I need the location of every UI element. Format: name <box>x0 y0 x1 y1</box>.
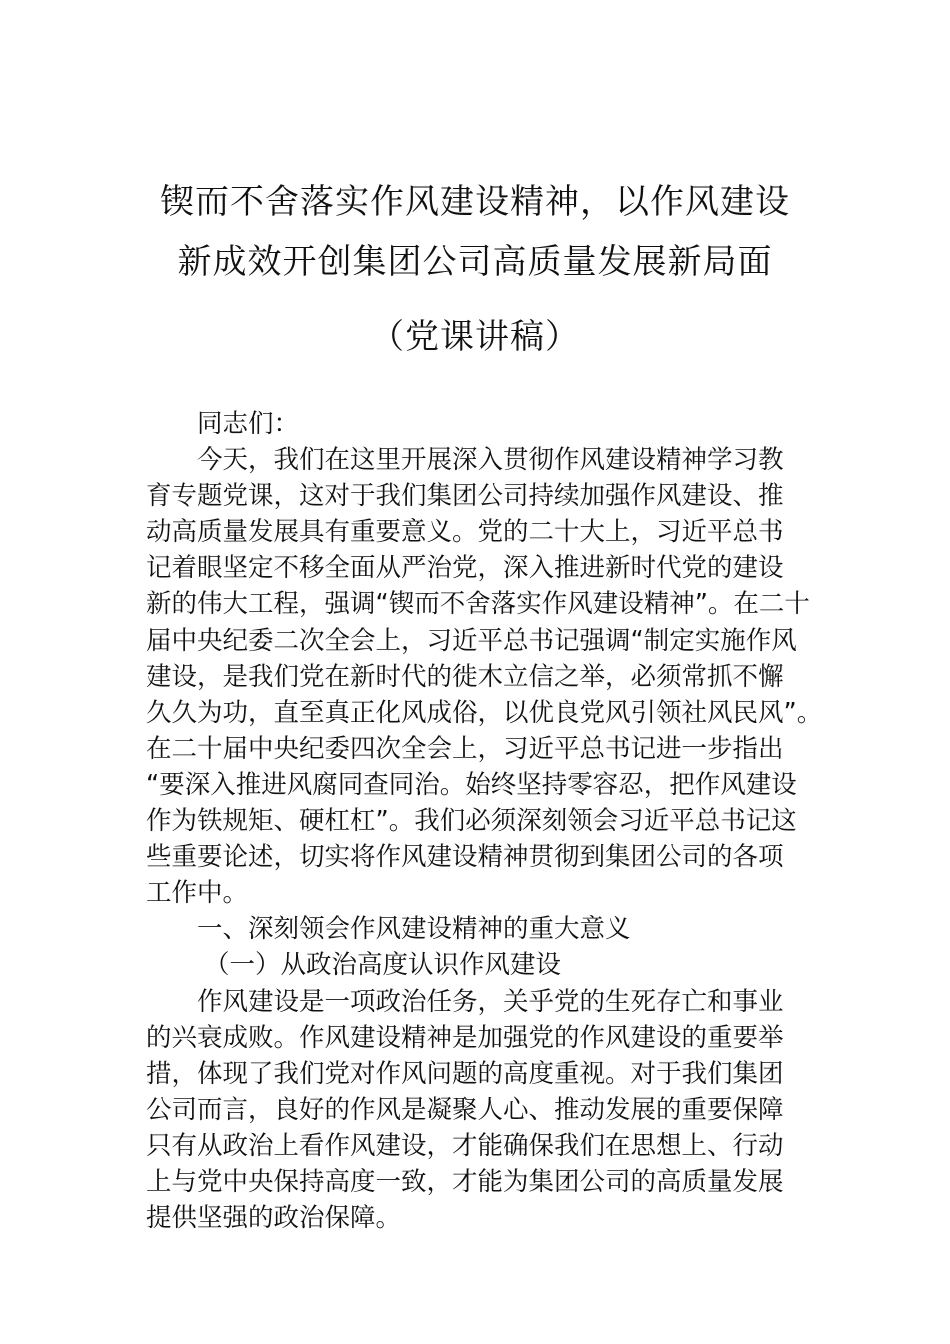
body-line: 育专题党课，这对于我们集团公司持续加强作风建设、推 <box>146 481 784 512</box>
body-line: 久久为功，直至真正化风成俗，以优良党风引领社风民风”。 <box>146 697 823 728</box>
document-subtitle: （党课讲稿） <box>370 317 580 357</box>
body-line: 工作中。 <box>146 878 249 909</box>
document-title <box>100 172 850 367</box>
document-body <box>146 406 823 1236</box>
body-line: 今天，我们在这里开展深入贯彻作风建设精神学习教 <box>197 445 784 476</box>
body-line: 公司而言，良好的作风是凝聚人心、推动发展的重要保障 <box>146 1094 784 1125</box>
body-line: 提供坚强的政治保障。 <box>146 1203 402 1234</box>
body-line: 记着眼坚定不移全面从严治党，深入推进新时代党的建设 <box>146 553 784 584</box>
title-line-2: 新成效开创集团公司高质量发展新局面 <box>177 242 773 282</box>
salutation: 同志们： <box>197 409 300 439</box>
body-line: 只有从政治上看作风建设，才能确保我们在思想上、行动 <box>146 1130 784 1161</box>
body-line: “要深入推进风腐同查同治。始终坚持零容忍，把作风建设 <box>146 769 797 800</box>
body-line: 措，体现了我们党对作风问题的高度重视。对于我们集团 <box>146 1058 784 1089</box>
body-line: 作为铁规矩、硬杠杠”。我们必须深刻领会习近平总书记这 <box>146 806 797 837</box>
body-line: 动高质量发展具有重要意义。党的二十大上，习近平总书 <box>146 517 784 548</box>
section-heading: 一、深刻领会作风建设精神的重大意义 <box>197 914 631 945</box>
body-line: 届中央纪委二次全会上，习近平总书记强调“制定实施作风 <box>146 625 797 656</box>
body-line: 建设，是我们党在新时代的徙木立信之举，必须常抓不懈 <box>146 661 784 692</box>
subsection-heading: （一）从政治高度认识作风建设 <box>204 950 562 981</box>
body-line: 上与党中央保持高度一致，才能为集团公司的高质量发展 <box>146 1166 784 1197</box>
body-line: 新的伟大工程，强调“锲而不舍落实作风建设精神”。在二十 <box>146 589 810 620</box>
body-line: 的兴衰成败。作风建设精神是加强党的作风建设的重要举 <box>146 1022 784 1053</box>
title-line-1: 锲而不舍落实作风建设精神，以作风建设 <box>160 182 790 222</box>
body-line: 作风建设是一项政治任务，关乎党的生死存亡和事业 <box>197 986 784 1017</box>
body-line: 在二十届中央纪委四次全会上，习近平总书记进一步指出 <box>146 733 784 764</box>
body-line: 些重要论述，切实将作风建设精神贯彻到集团公司的各项 <box>146 842 784 873</box>
